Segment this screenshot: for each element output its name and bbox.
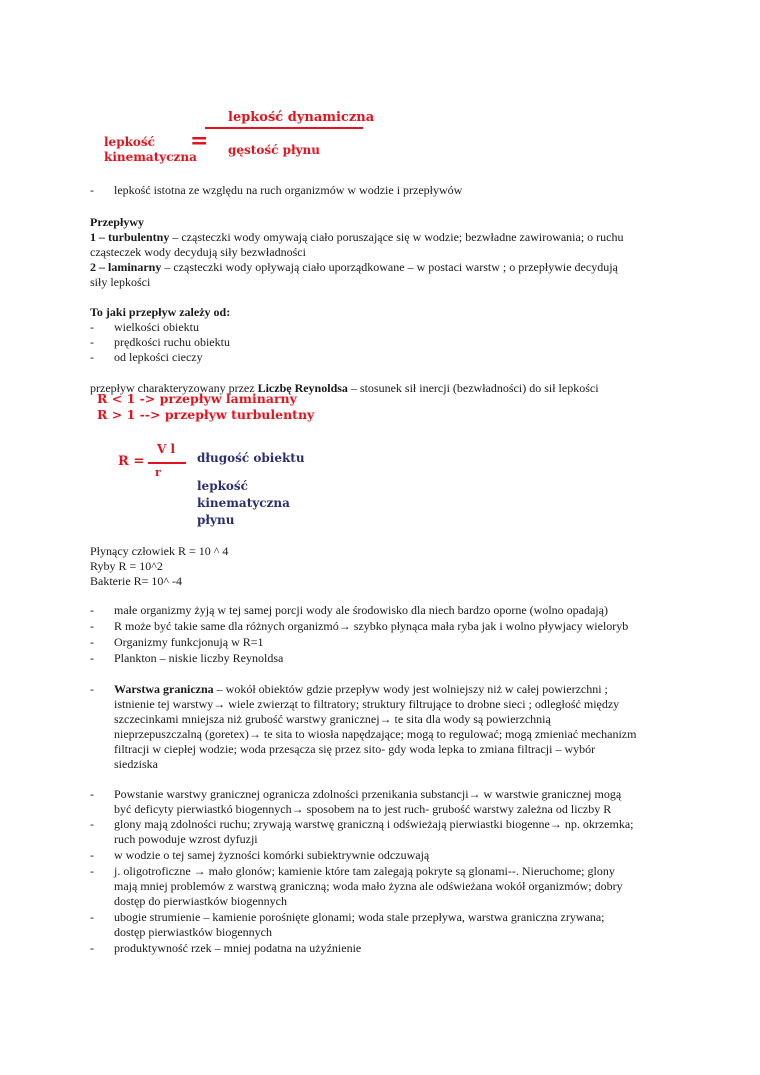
formula2-lhs: R = xyxy=(118,454,145,469)
list-item: w wodzie o tej samej żyzności komórki subiektrywnie odczuwają xyxy=(114,848,430,862)
boundary-line1: Warstwa graniczna – wokół obiektów gdzie przepływ wody jest wolniejszy niż w całej powierzchni ; xyxy=(114,682,608,696)
bullet-dash: - xyxy=(90,350,94,364)
bullet-dash: - xyxy=(90,603,94,617)
boundary-line: siedziska xyxy=(114,757,158,771)
bullet-dash: - xyxy=(90,635,94,649)
bullet-dash: - xyxy=(90,848,94,862)
reynolds-definition: przepływ charakteryzowany przez Liczbę Reynoldsa – stosunek sił inercji (bezwładności) do sił lepkości xyxy=(90,381,599,395)
list-item: Powstanie warstwy granicznej ogranicza zdolności przenikania substancji→ w warstwie granicznej mogą xyxy=(114,787,622,801)
list-item-continued: dostęp pierwiastków biogennych xyxy=(114,925,272,939)
list-item-continued: ruch powoduje wzrost dyfuzji xyxy=(114,832,258,846)
formula2-numerator: V l xyxy=(157,442,176,456)
flow-laminar-line1: 2 – laminarny – cząsteczki wody opływają ciało uporządkowane – w postaci warstw ; o przepływie decydują xyxy=(90,260,618,274)
reynolds-rule-turbulent: R > 1 --> przepływ turbulentny xyxy=(97,407,315,422)
bullet-dash: - xyxy=(90,864,94,878)
formula1-lhs-line2: kinematyczna xyxy=(104,150,197,164)
formula1-equals: = xyxy=(190,128,209,154)
formula1-lhs-line1: lepkość xyxy=(104,135,155,149)
list-item: R może być takie same dla różnych organizmó→ szybko płynąca mała ryba jak i wolno pływjacy wieloryb xyxy=(114,619,629,633)
example-line: Bakterie R= 10^ -4 xyxy=(90,574,183,588)
formula2-note-viscosity-2: kinematyczna xyxy=(197,496,290,510)
bullet-dash: - xyxy=(90,941,94,955)
bullet-dash: - xyxy=(90,910,94,924)
depends-item: wielkości obiektu xyxy=(114,320,199,334)
example-line: Płynący człowiek R = 10 ^ 4 xyxy=(90,544,229,558)
bullet-dash: - xyxy=(90,787,94,801)
list-item: Organizmy funkcjonują w R=1 xyxy=(114,635,264,649)
formula1-fraction-line xyxy=(205,127,363,129)
flow-turbulent-line1: 1 – turbulentny – cząsteczki wody omywają ciało poruszające się w wodzie; bezwładne zawirowania; o ruchu xyxy=(90,230,624,244)
bullet-dash: - xyxy=(90,817,94,831)
bullet-dash: - xyxy=(90,335,94,349)
list-item: glony mają zdolności ruchu; zrywają warstwę graniczną i odświeżają pierwiastki biogenne→ np. okrzemka; xyxy=(114,817,634,831)
intro-bullet: lepkość istotna ze względu na ruch organizmów w wodzie i przepływów xyxy=(114,183,463,197)
bullet-dash: - xyxy=(90,320,94,334)
depends-item: od lepkości cieczy xyxy=(114,350,203,364)
bullet-dash: - xyxy=(90,651,94,665)
depends-heading: To jaki przepływ zależy od: xyxy=(90,305,231,319)
list-item-continued: mają mniej problemów z warstwą graniczną; woda mało żyzna ale odświeżana wokół organizmów; dobry xyxy=(114,879,623,893)
formula2-note-viscosity-3: płynu xyxy=(197,513,235,527)
formula2-note-length: długość obiektu xyxy=(197,451,305,465)
flow-turbulent-line2: cząsteczek wody decydują siły bezwładności xyxy=(90,245,306,259)
depends-item: prędkości ruchu obiektu xyxy=(114,335,230,349)
list-item: produktywność rzek – mniej podatna na użyźnienie xyxy=(114,941,362,955)
formula1-numerator: lepkość dynamiczna xyxy=(228,110,375,125)
bullet-dash: - xyxy=(90,183,94,197)
boundary-line: filtracji w ciepłej wodzie; woda przesącza się przez sito- gdy woda lepka to zmiana filtracji – wybór xyxy=(114,742,596,756)
list-item: małe organizmy żyją w tej samej porcji wody ale środowisko dla niech bardzo oporne (wolno opadają) xyxy=(114,603,608,617)
flows-heading: Przepływy xyxy=(90,215,144,229)
formula2-fraction-line xyxy=(148,462,186,464)
list-item: Plankton – niskie liczby Reynoldsa xyxy=(114,651,284,665)
boundary-line: nieprzepuszczalną (goretex)→ te sita to wiosła napędzające; mogą to regulować; mogą zmieniać mechanizm xyxy=(114,727,637,741)
example-line: Ryby R = 10^2 xyxy=(90,559,163,573)
flow-laminar-line2: siły lepkości xyxy=(90,275,151,289)
formula2-note-viscosity-1: lepkość xyxy=(197,479,248,493)
list-item: ubogie strumienie – kamienie porośnięte glonami; woda stale przepływa, warstwa graniczna zrywana; xyxy=(114,910,605,924)
list-item-continued: dostęp do pierwiastków biogennych xyxy=(114,894,287,908)
formula2-denominator: r xyxy=(155,466,161,479)
bullet-dash: - xyxy=(90,619,94,633)
list-item: j. oligotroficzne → mało glonów; kamienie które tam zalegają pokryte są glonami--. Nieruchome; glony xyxy=(114,864,615,878)
boundary-line: istnienie tej warstwy→ wiele zwierząt to filtratory; struktury filtrujące to drobne sieci ; odległość między xyxy=(114,697,620,711)
boundary-line: szczecinkami mniejsza niż grubość warstwy granicznej→ te sita dla wody są powierzchnią xyxy=(114,712,551,726)
list-item-continued: być deficyty pierwiastkó biogennych→ sposobem na to jest ruch- grubość warstwy zależna od liczby R xyxy=(114,802,612,816)
reynolds-rule-laminar: R < 1 -> przepływ laminarny xyxy=(97,391,297,406)
formula1-denominator: gęstość płynu xyxy=(228,143,320,157)
bullet-dash: - xyxy=(90,682,94,696)
